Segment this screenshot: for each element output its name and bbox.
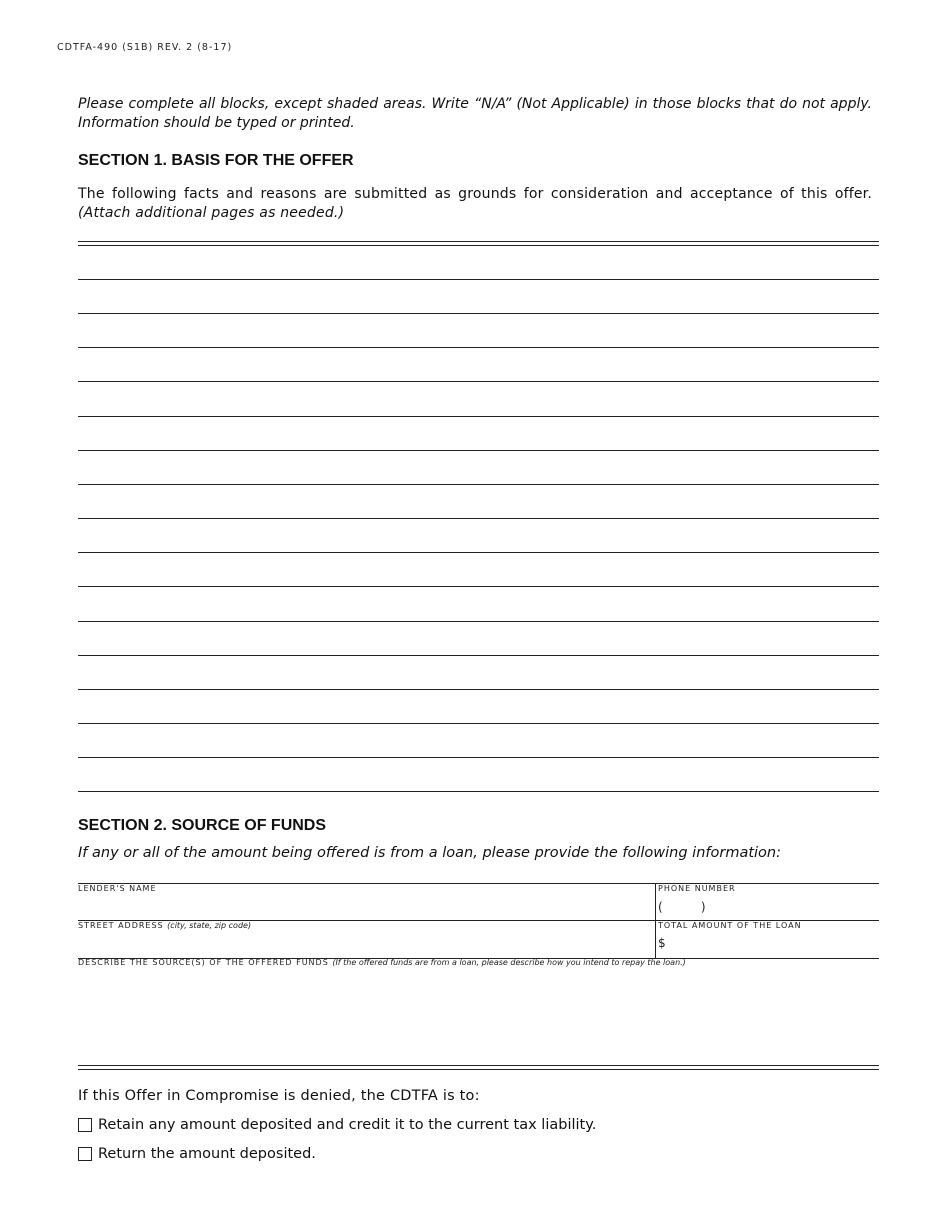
denial-prompt: If this Offer in Compromise is denied, the CDTFA is to: (78, 1088, 480, 1104)
basis-line[interactable] (78, 791, 879, 792)
describe-source-label-text: DESCRIBE THE SOURCE(S) OF THE OFFERED FUNDS (78, 958, 329, 967)
basis-line[interactable] (78, 313, 879, 314)
basis-line[interactable] (78, 484, 879, 485)
phone-number-label: PHONE NUMBER (658, 884, 736, 893)
basis-line[interactable] (78, 279, 879, 280)
loan-total-label: TOTAL AMOUNT OF THE LOAN (658, 921, 802, 930)
basis-line[interactable] (78, 621, 879, 622)
basis-line[interactable] (78, 689, 879, 690)
return-checkbox[interactable] (78, 1147, 92, 1161)
form-id: CDTFA-490 (S1B) REV. 2 (8-17) (57, 42, 233, 53)
basis-line[interactable] (78, 655, 879, 656)
basis-line[interactable] (78, 586, 879, 587)
basis-line[interactable] (78, 757, 879, 758)
basis-line[interactable] (78, 552, 879, 553)
section-1-description-text: The following facts and reasons are submitted as grounds for consideration and acceptance of this offer. (78, 186, 872, 202)
street-address-note: (city, state, zip code) (167, 921, 252, 930)
street-address-label (78, 921, 251, 930)
basis-line[interactable] (78, 450, 879, 451)
section-1-title: SECTION 1. BASIS FOR THE OFFER (78, 152, 354, 169)
retain-option[interactable] (78, 1117, 596, 1133)
basis-line[interactable] (78, 347, 879, 348)
basis-line[interactable] (78, 416, 879, 417)
section-2-subtitle: If any or all of the amount being offered is from a loan, please provide the following information: (78, 845, 781, 861)
section-2-bottom-rule (78, 1065, 879, 1070)
lender-name-label: LENDER'S NAME (78, 884, 157, 893)
fields-top-rule (78, 883, 879, 884)
return-option[interactable] (78, 1146, 316, 1162)
phone-number-value: ( ) (658, 900, 706, 914)
basis-line[interactable] (78, 723, 879, 724)
section-1-top-rule (78, 241, 879, 246)
instructions: Please complete all blocks, except shaded areas. Write “N/A” (Not Applicable) in those blocks that do not apply. Information should be typed or printed. (78, 96, 872, 131)
section-1-description-note: (Attach additional pages as needed.) (78, 205, 345, 221)
retain-checkbox[interactable] (78, 1118, 92, 1132)
basis-line[interactable] (78, 381, 879, 382)
dollar-sign: $ (658, 936, 666, 950)
describe-source-note: (If the offered funds are from a loan, please describe how you intend to repay the loan.) (332, 958, 686, 967)
street-address-label-text: STREET ADDRESS (78, 921, 164, 930)
section-1-description (78, 185, 872, 223)
basis-line[interactable] (78, 518, 879, 519)
return-option-label: Return the amount deposited. (98, 1146, 316, 1162)
retain-option-label: Retain any amount deposited and credit it to the current tax liability. (98, 1117, 597, 1133)
describe-source-label (78, 958, 686, 967)
section-2-title: SECTION 2. SOURCE OF FUNDS (78, 817, 327, 834)
